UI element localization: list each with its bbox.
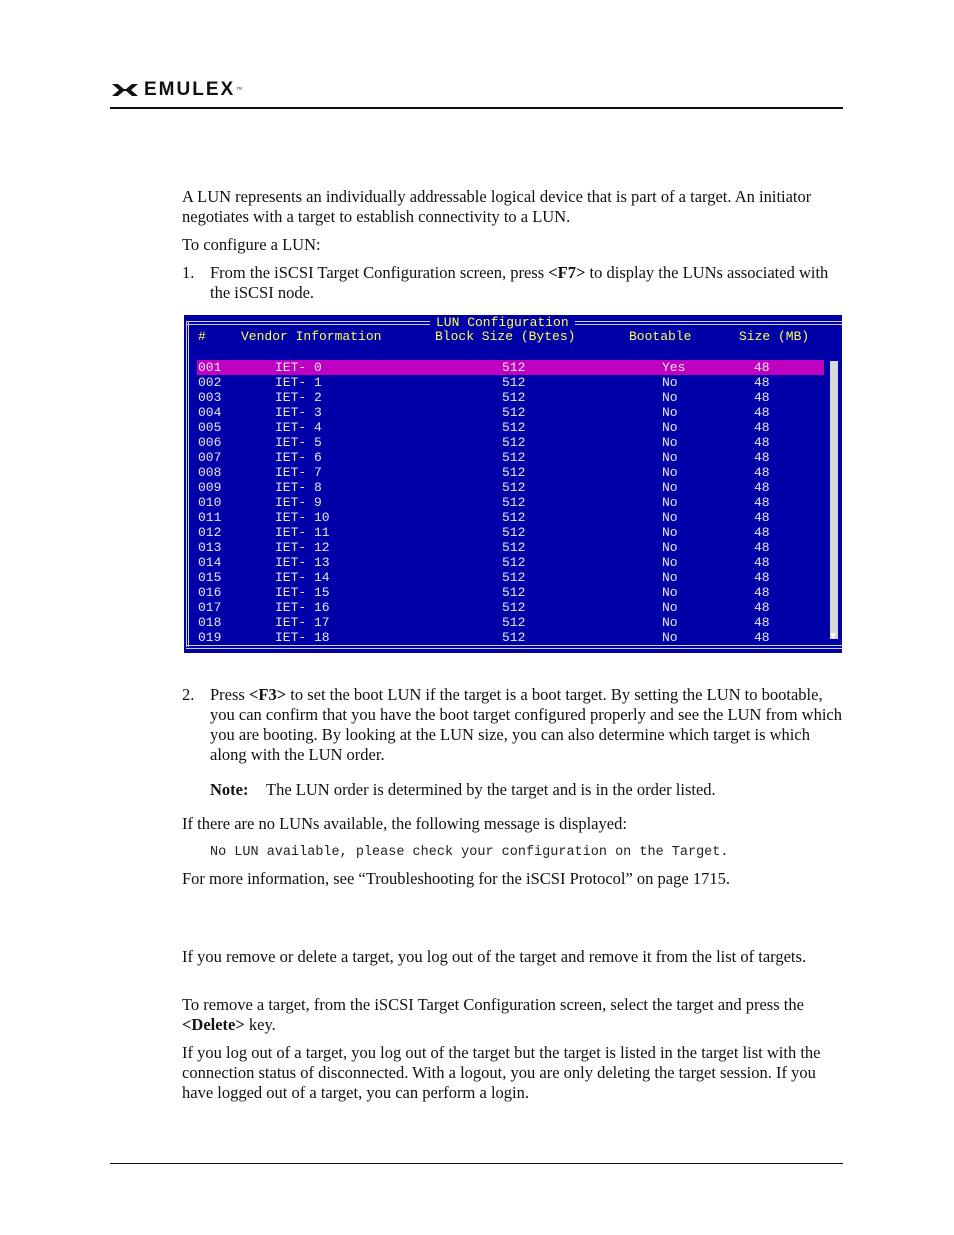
lun-vendor: IET- 17 bbox=[275, 615, 330, 630]
lun-vendor: IET- 12 bbox=[275, 540, 330, 555]
lun-bootable: Yes bbox=[662, 360, 686, 375]
lun-block-size: 512 bbox=[502, 510, 526, 525]
col-vendor-header: Vendor Information bbox=[241, 329, 382, 344]
lun-vendor: IET- 4 bbox=[275, 420, 322, 435]
col-boot-header: Bootable bbox=[629, 329, 692, 344]
bios-title: LUN Configuration bbox=[430, 315, 575, 331]
lun-number: 015 bbox=[198, 570, 222, 585]
lun-bootable: No bbox=[662, 570, 678, 585]
lun-vendor: IET- 7 bbox=[275, 465, 322, 480]
step-1-text-b: to display the LUNs associated with the iSCSI node. bbox=[210, 263, 829, 302]
footer-rule bbox=[110, 1163, 843, 1164]
more-info-paragraph: For more information, see “Troubleshooting for the iSCSI Protocol” on page 1715. bbox=[182, 869, 730, 888]
lun-bootable: No bbox=[662, 480, 678, 495]
step-1-number: 1. bbox=[182, 263, 195, 282]
lun-block-size: 512 bbox=[502, 600, 526, 615]
lun-configuration-screen bbox=[184, 315, 842, 653]
lun-number: 008 bbox=[198, 465, 222, 480]
lun-bootable: No bbox=[662, 555, 678, 570]
remove-target-paragraph bbox=[182, 995, 842, 1035]
lun-bootable: No bbox=[662, 600, 678, 615]
lun-vendor: IET- 18 bbox=[275, 630, 330, 645]
lun-number: 012 bbox=[198, 525, 222, 540]
lun-block-size: 512 bbox=[502, 540, 526, 555]
lun-size: 48 bbox=[754, 570, 770, 585]
lun-bootable: No bbox=[662, 465, 678, 480]
lun-bootable: No bbox=[662, 585, 678, 600]
lun-number: 001 bbox=[198, 360, 222, 375]
step-2-text bbox=[210, 685, 842, 765]
lun-vendor: IET- 5 bbox=[275, 435, 322, 450]
lun-number: 013 bbox=[198, 540, 222, 555]
step-1-text bbox=[210, 263, 842, 303]
lun-size: 48 bbox=[754, 405, 770, 420]
lun-number: 007 bbox=[198, 450, 222, 465]
lun-vendor: IET- 1 bbox=[275, 375, 322, 390]
lun-block-size: 512 bbox=[502, 390, 526, 405]
no-lun-message: No LUN available, please check your configuration on the Target. bbox=[210, 845, 729, 860]
lun-size: 48 bbox=[754, 465, 770, 480]
lun-intro-paragraph: A LUN represents an individually addressable logical device that is part of a target. An initiator negotiates with a target to establish connectivity to a LUN. bbox=[182, 187, 812, 226]
lun-bootable: No bbox=[662, 495, 678, 510]
f7-key: <F7> bbox=[548, 263, 586, 282]
lun-vendor: IET- 15 bbox=[275, 585, 330, 600]
remove-text-b: key. bbox=[244, 1015, 276, 1034]
lun-number: 006 bbox=[198, 435, 222, 450]
lun-bootable: No bbox=[662, 615, 678, 630]
lun-size: 48 bbox=[754, 375, 770, 390]
step-2-text-a: Press bbox=[210, 685, 249, 704]
step-2-number: 2. bbox=[182, 685, 195, 704]
lun-block-size: 512 bbox=[502, 465, 526, 480]
lun-block-size: 512 bbox=[502, 525, 526, 540]
remove-text-a: To remove a target, from the iSCSI Target Configuration screen, select the target and press the bbox=[182, 995, 804, 1014]
lun-size: 48 bbox=[754, 555, 770, 570]
bios-frame-left bbox=[186, 321, 189, 647]
lun-size: 48 bbox=[754, 525, 770, 540]
lun-bootable: No bbox=[662, 510, 678, 525]
lun-vendor: IET- 10 bbox=[275, 510, 330, 525]
emulex-mark-icon bbox=[112, 83, 138, 97]
trademark-icon: ™ bbox=[236, 87, 243, 93]
lun-block-size: 512 bbox=[502, 435, 526, 450]
lun-bootable: No bbox=[662, 450, 678, 465]
logo-wordmark: EMULEX bbox=[144, 79, 236, 100]
lun-vendor: IET- 13 bbox=[275, 555, 330, 570]
lun-block-size: 512 bbox=[502, 405, 526, 420]
lun-block-size: 512 bbox=[502, 375, 526, 390]
remove-intro-paragraph: If you remove or delete a target, you log out of the target and remove it from the list of targets. bbox=[182, 947, 807, 966]
lun-bootable: No bbox=[662, 390, 678, 405]
note-label-text: Note: bbox=[210, 780, 249, 799]
lun-number: 011 bbox=[198, 510, 222, 525]
lun-number: 010 bbox=[198, 495, 222, 510]
lun-vendor: IET- 16 bbox=[275, 600, 330, 615]
lun-block-size: 512 bbox=[502, 555, 526, 570]
lun-number: 002 bbox=[198, 375, 222, 390]
lun-size: 48 bbox=[754, 390, 770, 405]
lun-vendor: IET- 9 bbox=[275, 495, 322, 510]
lun-block-size: 512 bbox=[502, 570, 526, 585]
lun-bootable: No bbox=[662, 435, 678, 450]
lun-size: 48 bbox=[754, 480, 770, 495]
lun-bootable: No bbox=[662, 540, 678, 555]
emulex-logo bbox=[112, 80, 242, 100]
lun-block-size: 512 bbox=[502, 420, 526, 435]
col-num-header: # bbox=[198, 329, 206, 344]
lun-block-size: 512 bbox=[502, 615, 526, 630]
configure-intro: To configure a LUN: bbox=[182, 235, 321, 254]
logout-paragraph: If you log out of a target, you log out of the target but the target is listed in the target list with the connection status of disconnected. With a logout, you are only deleting the target session. If you have logged out of a target, you can perform a login. bbox=[182, 1043, 821, 1102]
lun-size: 48 bbox=[754, 510, 770, 525]
lun-vendor: IET- 14 bbox=[275, 570, 330, 585]
lun-number: 014 bbox=[198, 555, 222, 570]
lun-size: 48 bbox=[754, 600, 770, 615]
step-2-text-b: to set the boot LUN if the target is a boot target. By setting the LUN to bootable, you can confirm that you have the boot target configured properly and see the LUN from which you are booting. By looking at the LUN size, you can also determine which target is which along with the LUN order. bbox=[210, 685, 842, 764]
lun-bootable: No bbox=[662, 525, 678, 540]
no-lun-intro: If there are no LUNs available, the following message is displayed: bbox=[182, 814, 627, 833]
lun-bootable: No bbox=[662, 630, 678, 645]
lun-number: 019 bbox=[198, 630, 222, 645]
lun-block-size: 512 bbox=[502, 360, 526, 375]
lun-number: 003 bbox=[198, 390, 222, 405]
scroll-down-arrow-icon[interactable]: ▼ bbox=[828, 631, 838, 642]
lun-size: 48 bbox=[754, 495, 770, 510]
lun-size: 48 bbox=[754, 540, 770, 555]
note-text: The LUN order is determined by the target and is in the order listed. bbox=[266, 780, 716, 799]
lun-bootable: No bbox=[662, 405, 678, 420]
bios-column-headers bbox=[197, 329, 824, 345]
lun-size: 48 bbox=[754, 630, 770, 645]
lun-vendor: IET- 2 bbox=[275, 390, 322, 405]
lun-size: 48 bbox=[754, 615, 770, 630]
lun-vendor: IET- 3 bbox=[275, 405, 322, 420]
note-label bbox=[210, 780, 248, 800]
lun-number: 018 bbox=[198, 615, 222, 630]
lun-block-size: 512 bbox=[502, 585, 526, 600]
f3-key: <F3> bbox=[248, 685, 287, 704]
lun-number: 009 bbox=[198, 480, 222, 495]
lun-bootable: No bbox=[662, 420, 678, 435]
lun-block-size: 512 bbox=[502, 480, 526, 495]
lun-number: 005 bbox=[198, 420, 222, 435]
lun-bootable: No bbox=[662, 375, 678, 390]
lun-vendor: IET- 6 bbox=[275, 450, 322, 465]
header-rule bbox=[110, 107, 843, 109]
lun-vendor: IET- 8 bbox=[275, 480, 322, 495]
lun-vendor: IET- 0 bbox=[275, 360, 322, 375]
lun-size: 48 bbox=[754, 420, 770, 435]
step-1-text-a: From the iSCSI Target Configuration screen, press bbox=[210, 263, 549, 282]
lun-size: 48 bbox=[754, 585, 770, 600]
col-block-header: Block Size (Bytes) bbox=[435, 329, 576, 344]
col-size-header: Size (MB) bbox=[739, 329, 810, 344]
lun-number: 004 bbox=[198, 405, 222, 420]
bios-frame-bottom bbox=[186, 645, 842, 649]
lun-block-size: 512 bbox=[502, 630, 526, 645]
lun-block-size: 512 bbox=[502, 495, 526, 510]
lun-vendor: IET- 11 bbox=[275, 525, 330, 540]
lun-size: 48 bbox=[754, 435, 770, 450]
lun-size: 48 bbox=[754, 450, 770, 465]
lun-number: 017 bbox=[198, 600, 222, 615]
delete-key: <Delete> bbox=[182, 1015, 245, 1034]
scrollbar[interactable] bbox=[830, 361, 838, 639]
lun-size: 48 bbox=[754, 360, 770, 375]
lun-number: 016 bbox=[198, 585, 222, 600]
lun-block-size: 512 bbox=[502, 450, 526, 465]
